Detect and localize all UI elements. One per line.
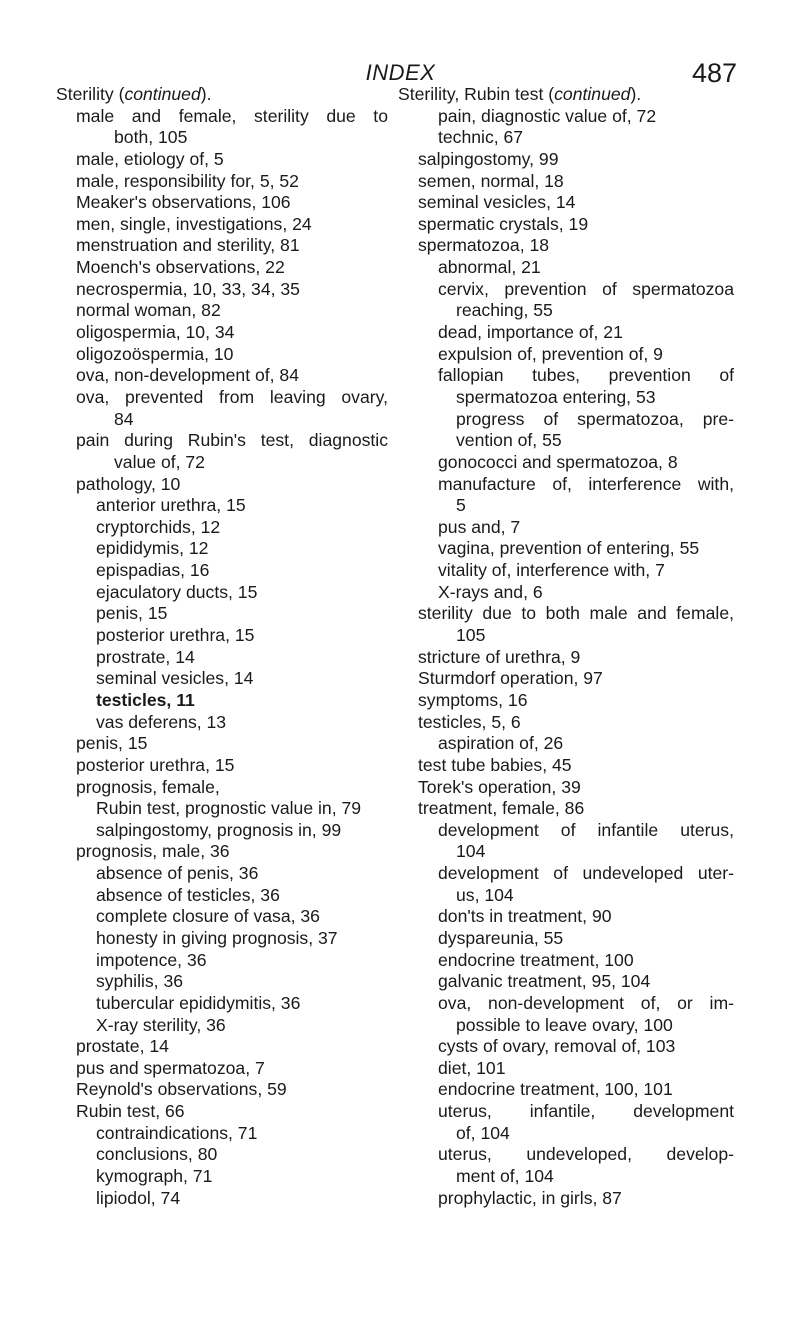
index-entry xyxy=(56,365,388,387)
index-entry-text: possible to leave ovary, 100 xyxy=(456,1014,673,1035)
index-entry-text: X-ray sterility, 36 xyxy=(96,1014,226,1035)
index-entry-text: oligozoöspermia, 10 xyxy=(76,343,234,364)
index-entry-text: aspiration of, 26 xyxy=(438,733,564,754)
index-entry-text: diet, 101 xyxy=(438,1057,506,1078)
index-entry xyxy=(398,235,734,257)
index-entry xyxy=(56,387,388,409)
index-entry xyxy=(398,279,734,301)
index-entry-text: ment of, 104 xyxy=(456,1166,554,1187)
index-entry-text: manufacture of, interference with, xyxy=(438,473,734,494)
index-entry-text: Meaker's observations, 106 xyxy=(76,192,291,213)
index-entry xyxy=(56,430,388,452)
index-entry-text: conclusions, 80 xyxy=(96,1144,218,1165)
index-entry xyxy=(398,625,734,647)
index-entry xyxy=(56,149,388,171)
index-entry xyxy=(56,1079,388,1101)
index-entry-text: 104 xyxy=(456,841,486,862)
index-entry-text: posterior urethra, 15 xyxy=(76,754,235,775)
index-entry xyxy=(56,993,388,1015)
index-entry xyxy=(398,885,734,907)
index-entry-text: us, 104 xyxy=(456,884,514,905)
index-entry xyxy=(398,798,734,820)
index-entry xyxy=(398,863,734,885)
index-entry xyxy=(398,690,734,712)
index-entry-text: don'ts in treatment, 90 xyxy=(438,906,612,927)
index-entry-text: salpingostomy, 99 xyxy=(418,148,559,169)
index-entry-text: Sterility xyxy=(56,84,114,104)
index-entry xyxy=(398,647,734,669)
index-entry-text: male, etiology of, 5 xyxy=(76,148,224,169)
index-entry-text: vagina, prevention of entering, 55 xyxy=(438,538,700,559)
running-header-title: INDEX xyxy=(365,60,436,85)
index-entry-text: seminal vesicles, 14 xyxy=(418,192,576,213)
index-entry-text: of, 104 xyxy=(456,1122,510,1143)
index-entry xyxy=(398,344,734,366)
index-entry xyxy=(398,495,734,517)
index-entry-text: Rubin test, prognostic value in, 79 xyxy=(96,798,362,819)
index-entry-text: cervix, prevention of spermatozoa xyxy=(438,278,734,299)
index-entry-text: epididymis, 12 xyxy=(96,538,209,559)
index-entry-text: value of, 72 xyxy=(114,451,205,472)
index-entry-text: endocrine treatment, 100 xyxy=(438,949,634,970)
index-entry-text: vas deferens, 13 xyxy=(96,711,227,732)
index-entry xyxy=(398,257,734,279)
index-entry-text: kymograph, 71 xyxy=(96,1166,213,1187)
index-entry xyxy=(56,279,388,301)
index-entry xyxy=(56,798,388,820)
index-entry-text: symptoms, 16 xyxy=(418,689,528,710)
index-entry-text: prophylactic, in girls, 87 xyxy=(438,1187,622,1208)
index-entry-text: treatment, female, 86 xyxy=(418,798,585,819)
index-entry xyxy=(398,755,734,777)
index-entry xyxy=(398,474,734,496)
index-entry-text: development of undeveloped uter- xyxy=(438,863,734,884)
index-entry-text: seminal vesicles, 14 xyxy=(96,668,254,689)
index-entry xyxy=(56,690,388,712)
index-entry-text: testicles, 11 xyxy=(96,689,195,710)
index-entry xyxy=(56,625,388,647)
index-entry-text: Sturmdorf operation, 97 xyxy=(418,668,603,689)
index-entry-text: prognosis, female, xyxy=(76,776,220,797)
index-entry-text: ejaculatory ducts, 15 xyxy=(96,581,258,602)
index-entry xyxy=(56,322,388,344)
index-entry xyxy=(56,841,388,863)
index-entry-text: lipiodol, 74 xyxy=(96,1187,181,1208)
index-entry xyxy=(398,603,734,625)
index-entry xyxy=(56,647,388,669)
index-entry xyxy=(398,1123,734,1145)
index-entry-text: spermatozoa entering, 53 xyxy=(456,386,656,407)
index-entry xyxy=(398,560,734,582)
index-entry xyxy=(398,322,734,344)
index-entry xyxy=(398,127,734,149)
index-entry-text: menstruation and sterility, 81 xyxy=(76,235,300,256)
index-entry-text: epispadias, 16 xyxy=(96,560,210,581)
page-number: 487 xyxy=(691,58,737,88)
index-entry xyxy=(398,1166,734,1188)
index-entry xyxy=(56,171,388,193)
index-entry xyxy=(56,344,388,366)
index-entry xyxy=(398,1101,734,1123)
index-entry xyxy=(56,863,388,885)
index-entry-text: Sterility, Rubin test xyxy=(398,84,544,104)
index-entry xyxy=(398,777,734,799)
index-entry-text: contraindications, 71 xyxy=(96,1122,258,1143)
continued-label: continued xyxy=(554,84,631,104)
index-entry-text: ova, prevented from leaving ovary, xyxy=(76,386,388,407)
index-entry xyxy=(398,820,734,842)
index-entry-text: development of infantile uterus, xyxy=(438,819,734,840)
index-entry-text: dyspareunia, 55 xyxy=(438,927,564,948)
index-entry xyxy=(398,106,734,128)
index-entry-text: technic, 67 xyxy=(438,127,524,148)
index-entry-text: penis, 15 xyxy=(76,733,148,754)
index-entry xyxy=(56,1123,388,1145)
index-entry xyxy=(56,1144,388,1166)
index-entry xyxy=(56,300,388,322)
index-entry-text: complete closure of vasa, 36 xyxy=(96,906,320,927)
index-entry-text: galvanic treatment, 95, 104 xyxy=(438,971,651,992)
index-entry xyxy=(398,1079,734,1101)
index-entry xyxy=(56,603,388,625)
index-entry-text: progress of spermatozoa, pre- xyxy=(456,408,734,429)
index-entry xyxy=(398,517,734,539)
index-entry-text: salpingostomy, prognosis in, 99 xyxy=(96,819,342,840)
index-entry xyxy=(56,885,388,907)
index-entry-text: pain, diagnostic value of, 72 xyxy=(438,105,657,126)
index-entry-text: syphilis, 36 xyxy=(96,971,184,992)
index-entry xyxy=(56,1166,388,1188)
index-heading: Sterility (continued). xyxy=(56,84,212,104)
index-entry xyxy=(398,928,734,950)
index-entry-text: both, 105 xyxy=(114,127,188,148)
index-entry-text: cryptorchids, 12 xyxy=(96,516,221,537)
index-entry xyxy=(56,1036,388,1058)
index-entry xyxy=(398,214,734,236)
index-entry xyxy=(56,235,388,257)
index-entry-text: expulsion of, prevention of, 9 xyxy=(438,343,663,364)
index-entry-text: prostate, 14 xyxy=(76,1036,169,1057)
index-entry-text: abnormal, 21 xyxy=(438,257,541,278)
index-entry-text: pathology, 10 xyxy=(76,473,181,494)
index-entry-text: men, single, investigations, 24 xyxy=(76,213,312,234)
index-entry xyxy=(398,950,734,972)
index-entry-text: necrospermia, 10, 33, 34, 35 xyxy=(76,278,300,299)
index-entry-text: Torek's operation, 39 xyxy=(418,776,581,797)
index-entry xyxy=(398,1058,734,1080)
index-entry xyxy=(56,1015,388,1037)
index-entry xyxy=(56,820,388,842)
index-entry xyxy=(56,1058,388,1080)
index-entry xyxy=(398,387,734,409)
index-entry xyxy=(56,777,388,799)
index-entry-text: tubercular epididymitis, 36 xyxy=(96,992,301,1013)
index-entry xyxy=(56,906,388,928)
index-column-right xyxy=(398,84,734,1209)
index-entry xyxy=(398,668,734,690)
index-entry-text: ova, non-development of, 84 xyxy=(76,365,300,386)
index-entry-text: honesty in giving prognosis, 37 xyxy=(96,927,338,948)
index-entry-text: sterility due to both male and female, xyxy=(418,603,734,624)
index-entry xyxy=(398,365,734,387)
index-entry-text: posterior urethra, 15 xyxy=(96,625,255,646)
index-entry xyxy=(398,582,734,604)
index-entry-text: testicles, 5, 6 xyxy=(418,711,521,732)
index-column-left xyxy=(56,84,388,1209)
index-entry xyxy=(56,1101,388,1123)
index-entry xyxy=(56,560,388,582)
index-entry-text: fallopian tubes, prevention of xyxy=(438,365,734,386)
index-entry xyxy=(56,452,388,474)
index-entry xyxy=(398,993,734,1015)
index-entry xyxy=(398,409,734,431)
index-entry xyxy=(56,928,388,950)
index-entry xyxy=(398,300,734,322)
index-entry-text: absence of penis, 36 xyxy=(96,863,259,884)
index-entry xyxy=(398,733,734,755)
index-entry-text: endocrine treatment, 100, 101 xyxy=(438,1079,673,1100)
index-entry xyxy=(56,517,388,539)
index-entry xyxy=(398,841,734,863)
index-entry-text: stricture of urethra, 9 xyxy=(418,646,581,667)
index-entry-text: prostrate, 14 xyxy=(96,646,195,667)
index-entry-text: X-rays and, 6 xyxy=(438,581,543,602)
index-entry xyxy=(56,257,388,279)
index-entry xyxy=(398,1144,734,1166)
index-entry xyxy=(398,149,734,171)
index-entry xyxy=(398,1015,734,1037)
index-entry-text: impotence, 36 xyxy=(96,949,207,970)
index-entry-text: test tube babies, 45 xyxy=(418,754,572,775)
index-entry-text: uterus, undeveloped, develop- xyxy=(438,1144,734,1165)
index-entry-text: 105 xyxy=(456,625,486,646)
index-entry-text: pus and, 7 xyxy=(438,516,521,537)
index-entry xyxy=(56,127,388,149)
index-entry-text: semen, normal, 18 xyxy=(418,170,564,191)
index-entry-text: ova, non-development of, or im- xyxy=(438,992,734,1013)
index-entry xyxy=(398,192,734,214)
index-entry-text: absence of testicles, 36 xyxy=(96,884,280,905)
index-entry-text: Moench's observations, 22 xyxy=(76,257,285,278)
index-entry-text: vention of, 55 xyxy=(456,430,562,451)
index-entry-text: 84 xyxy=(114,408,134,429)
index-entry-text: uterus, infantile, development xyxy=(438,1101,734,1122)
index-entry xyxy=(398,712,734,734)
index-entry-text: Rubin test, 66 xyxy=(76,1101,185,1122)
index-entry-text: cysts of ovary, removal of, 103 xyxy=(438,1036,676,1057)
index-entry-text: reaching, 55 xyxy=(456,300,553,321)
index-entry-text: normal woman, 82 xyxy=(76,300,221,321)
index-entry-text: oligospermia, 10, 34 xyxy=(76,322,235,343)
index-entry-text: spermatic crystals, 19 xyxy=(418,213,589,234)
index-heading: Sterility, Rubin test (continued). xyxy=(398,84,642,104)
index-entry-text: male and female, sterility due to xyxy=(76,105,388,126)
index-entry xyxy=(56,495,388,517)
index-entry xyxy=(398,1188,734,1210)
index-entry xyxy=(398,430,734,452)
index-entry xyxy=(56,582,388,604)
index-entry-text: spermatozoa, 18 xyxy=(418,235,550,256)
index-entry xyxy=(398,171,734,193)
index-entry-text: penis, 15 xyxy=(96,603,168,624)
index-entry xyxy=(56,971,388,993)
index-entry xyxy=(56,214,388,236)
index-entry xyxy=(56,712,388,734)
index-entry-text: gonococci and spermatozoa, 8 xyxy=(438,451,678,472)
index-entry-text: pain during Rubin's test, diagnostic xyxy=(76,430,388,451)
index-entry xyxy=(398,538,734,560)
index-entry xyxy=(398,452,734,474)
index-entry-text: 5 xyxy=(456,495,466,516)
index-entry xyxy=(56,950,388,972)
index-entry xyxy=(56,474,388,496)
index-entry xyxy=(56,106,388,128)
index-entry-text: anterior urethra, 15 xyxy=(96,495,246,516)
index-entry xyxy=(398,1036,734,1058)
index-entry xyxy=(56,192,388,214)
index-entry-text: pus and spermatozoa, 7 xyxy=(76,1057,265,1078)
index-entry xyxy=(56,409,388,431)
index-entry xyxy=(398,971,734,993)
index-entry-text: male, responsibility for, 5, 52 xyxy=(76,170,299,191)
index-entry xyxy=(56,668,388,690)
index-entry xyxy=(56,755,388,777)
index-entry xyxy=(398,906,734,928)
index-entry-text: dead, importance of, 21 xyxy=(438,322,623,343)
index-entry-text: prognosis, male, 36 xyxy=(76,841,230,862)
index-entry-text: vitality of, interference with, 7 xyxy=(438,560,665,581)
continued-label: continued xyxy=(124,84,201,104)
index-entry xyxy=(56,538,388,560)
index-entry-text: Reynold's observations, 59 xyxy=(76,1079,287,1100)
index-entry xyxy=(56,733,388,755)
index-entry xyxy=(56,1188,388,1210)
